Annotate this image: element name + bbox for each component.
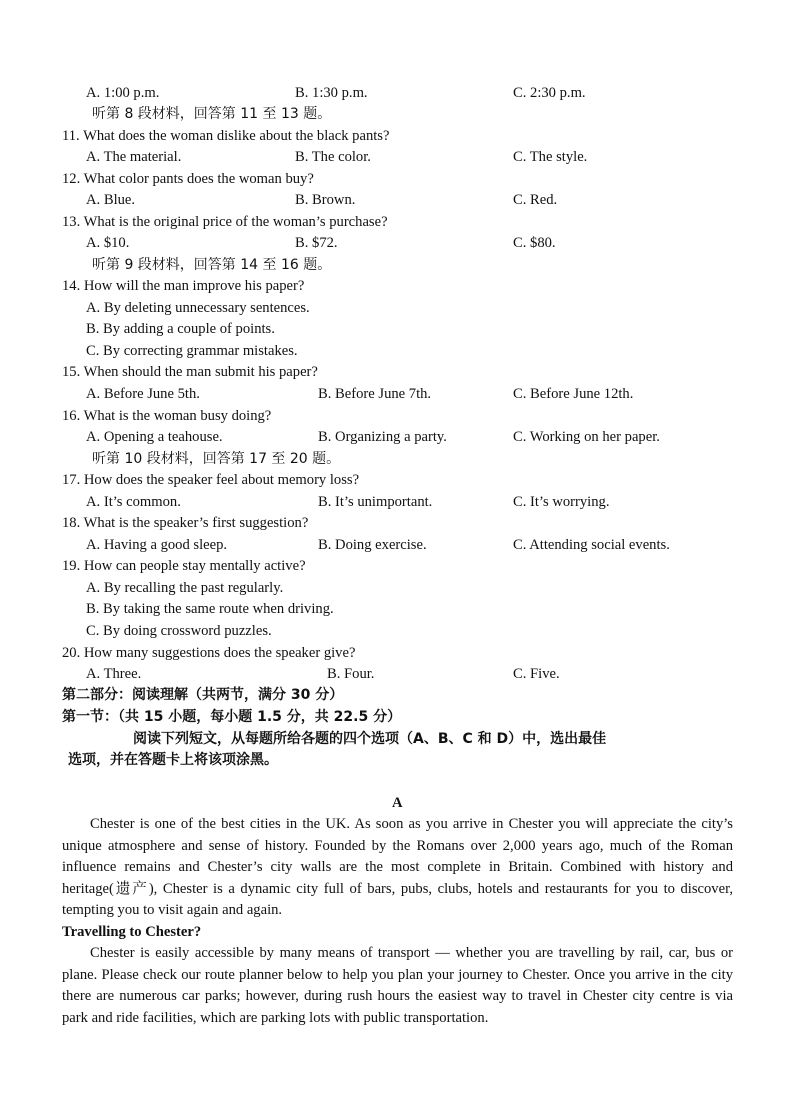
q12-option-c: C. Red. xyxy=(513,192,558,208)
section1-suffix: 分） xyxy=(368,709,402,725)
q12-option-b: B. Brown. xyxy=(295,192,356,208)
q11-option-b: B. The color. xyxy=(295,149,371,165)
q19-stem: 19. How can people stay mentally active? xyxy=(62,558,306,574)
q20-option-a: A. Three. xyxy=(86,666,142,682)
q20-option-b: B. Four. xyxy=(327,666,375,682)
reading-instruction-line1: 阅读下列短文，从每题所给各题的四个选项（A、B、C 和 D）中，选出最佳 xyxy=(133,731,607,747)
q13-option-c: C. $80. xyxy=(513,235,556,251)
q10-option-a: A. 1:00 p.m. xyxy=(86,85,160,101)
q11-option-a: A. The material. xyxy=(86,149,182,165)
q12-option-a: A. Blue. xyxy=(86,192,136,208)
q12-stem: 12. What color pants does the woman buy? xyxy=(62,171,314,187)
section8-instruction: 听第 8 段材料，回答第 11 至 13 题。 xyxy=(92,106,332,122)
q19-option-c: C. By doing crossword puzzles. xyxy=(86,623,272,639)
q16-option-a: A. Opening a teahouse. xyxy=(86,429,223,445)
q13-option-b: B. $72. xyxy=(295,235,338,251)
q17-option-a: A. It’s common. xyxy=(86,494,181,510)
q14-option-c: C. By correcting grammar mistakes. xyxy=(86,343,298,359)
q10-option-c: C. 2:30 p.m. xyxy=(513,85,586,101)
q20-option-c: C. Five. xyxy=(513,666,560,682)
q15-option-a: A. Before June 5th. xyxy=(86,386,200,402)
section1-prefix: 第一节：（共 xyxy=(62,709,144,725)
q16-option-c: C. Working on her paper. xyxy=(513,429,660,445)
q18-option-b: B. Doing exercise. xyxy=(318,537,427,553)
q18-stem: 18. What is the speaker’s first suggestion? xyxy=(62,515,309,531)
q13-stem: 13. What is the original price of the woman’s purchase? xyxy=(62,214,388,230)
q19-option-b: B. By taking the same route when driving. xyxy=(86,601,334,617)
q17-option-c: C. It’s worrying. xyxy=(513,494,610,510)
q15-stem: 15. When should the man submit his paper? xyxy=(62,364,318,380)
passage-label: A xyxy=(392,795,403,811)
q15-option-c: C. Before June 12th. xyxy=(513,386,634,402)
section1-num: 15 xyxy=(143,709,164,725)
part2-title: 第二部分：阅读理解（共两节，满分 30 分） xyxy=(62,687,344,703)
section1-header xyxy=(62,707,401,729)
q16-option-b: B. Organizing a party. xyxy=(318,429,447,445)
q10-option-b: B. 1:30 p.m. xyxy=(295,85,368,101)
passage-heading: Travelling to Chester? xyxy=(62,924,202,940)
section10-instruction: 听第 10 段材料，回答第 17 至 20 题。 xyxy=(92,451,341,467)
q18-option-a: A. Having a good sleep. xyxy=(86,537,228,553)
q14-option-b: B. By adding a couple of points. xyxy=(86,321,275,337)
section1-mid: 小题，每小题 xyxy=(163,709,258,725)
q17-stem: 17. How does the speaker feel about memory loss? xyxy=(62,472,360,488)
section1-each: 1.5 xyxy=(257,709,282,725)
section1-mid2: 分，共 xyxy=(281,709,334,725)
q19-option-a: A. By recalling the past regularly. xyxy=(86,580,284,596)
q13-option-a: A. $10. xyxy=(86,235,130,251)
section9-instruction: 听第 9 段材料，回答第 14 至 16 题。 xyxy=(92,257,332,273)
passage-paragraph-1: Chester is one of the best cities in the UK. As soon as you arrive in Chester you will appreciate the city’s unique atmosphere and sense of history. Founded by the Romans over 2,000 years ago, much of the Roman influence remains and Chester’s city walls are the most complete in Britain. Combined with history and heritage(遗产), Chester is a dynamic city full of bars, pubs, clubs, hotels and restaurants for you to discover, tempting you to visit again and again. xyxy=(62,816,733,918)
reading-instruction-line2: 选项，并在答题卡上将该项涂黑。 xyxy=(68,752,278,768)
q14-stem: 14. How will the man improve his paper? xyxy=(62,278,305,294)
q15-option-b: B. Before June 7th. xyxy=(318,386,432,402)
q11-stem: 11. What does the woman dislike about the black pants? xyxy=(62,128,390,144)
q16-stem: 16. What is the woman busy doing? xyxy=(62,408,272,424)
passage-paragraph-2: Chester is easily accessible by many means of transport — whether you are travelling by rail, car, bus or plane. Please check our route planner below to help you plan your journey to Chester. Once you arrive in the city there are numerous car parks; however, during rush hours the easiest way to travel in Chester city centre is via park and ride facilities, which are parking lots with public transportation. xyxy=(62,945,733,1026)
q14-option-a: A. By deleting unnecessary sentences. xyxy=(86,300,310,316)
q11-option-c: C. The style. xyxy=(513,149,588,165)
q17-option-b: B. It’s unimportant. xyxy=(318,494,433,510)
section1-total: 22.5 xyxy=(333,709,369,725)
q18-option-c: C. Attending social events. xyxy=(513,537,670,553)
q20-stem: 20. How many suggestions does the speaker give? xyxy=(62,645,356,661)
